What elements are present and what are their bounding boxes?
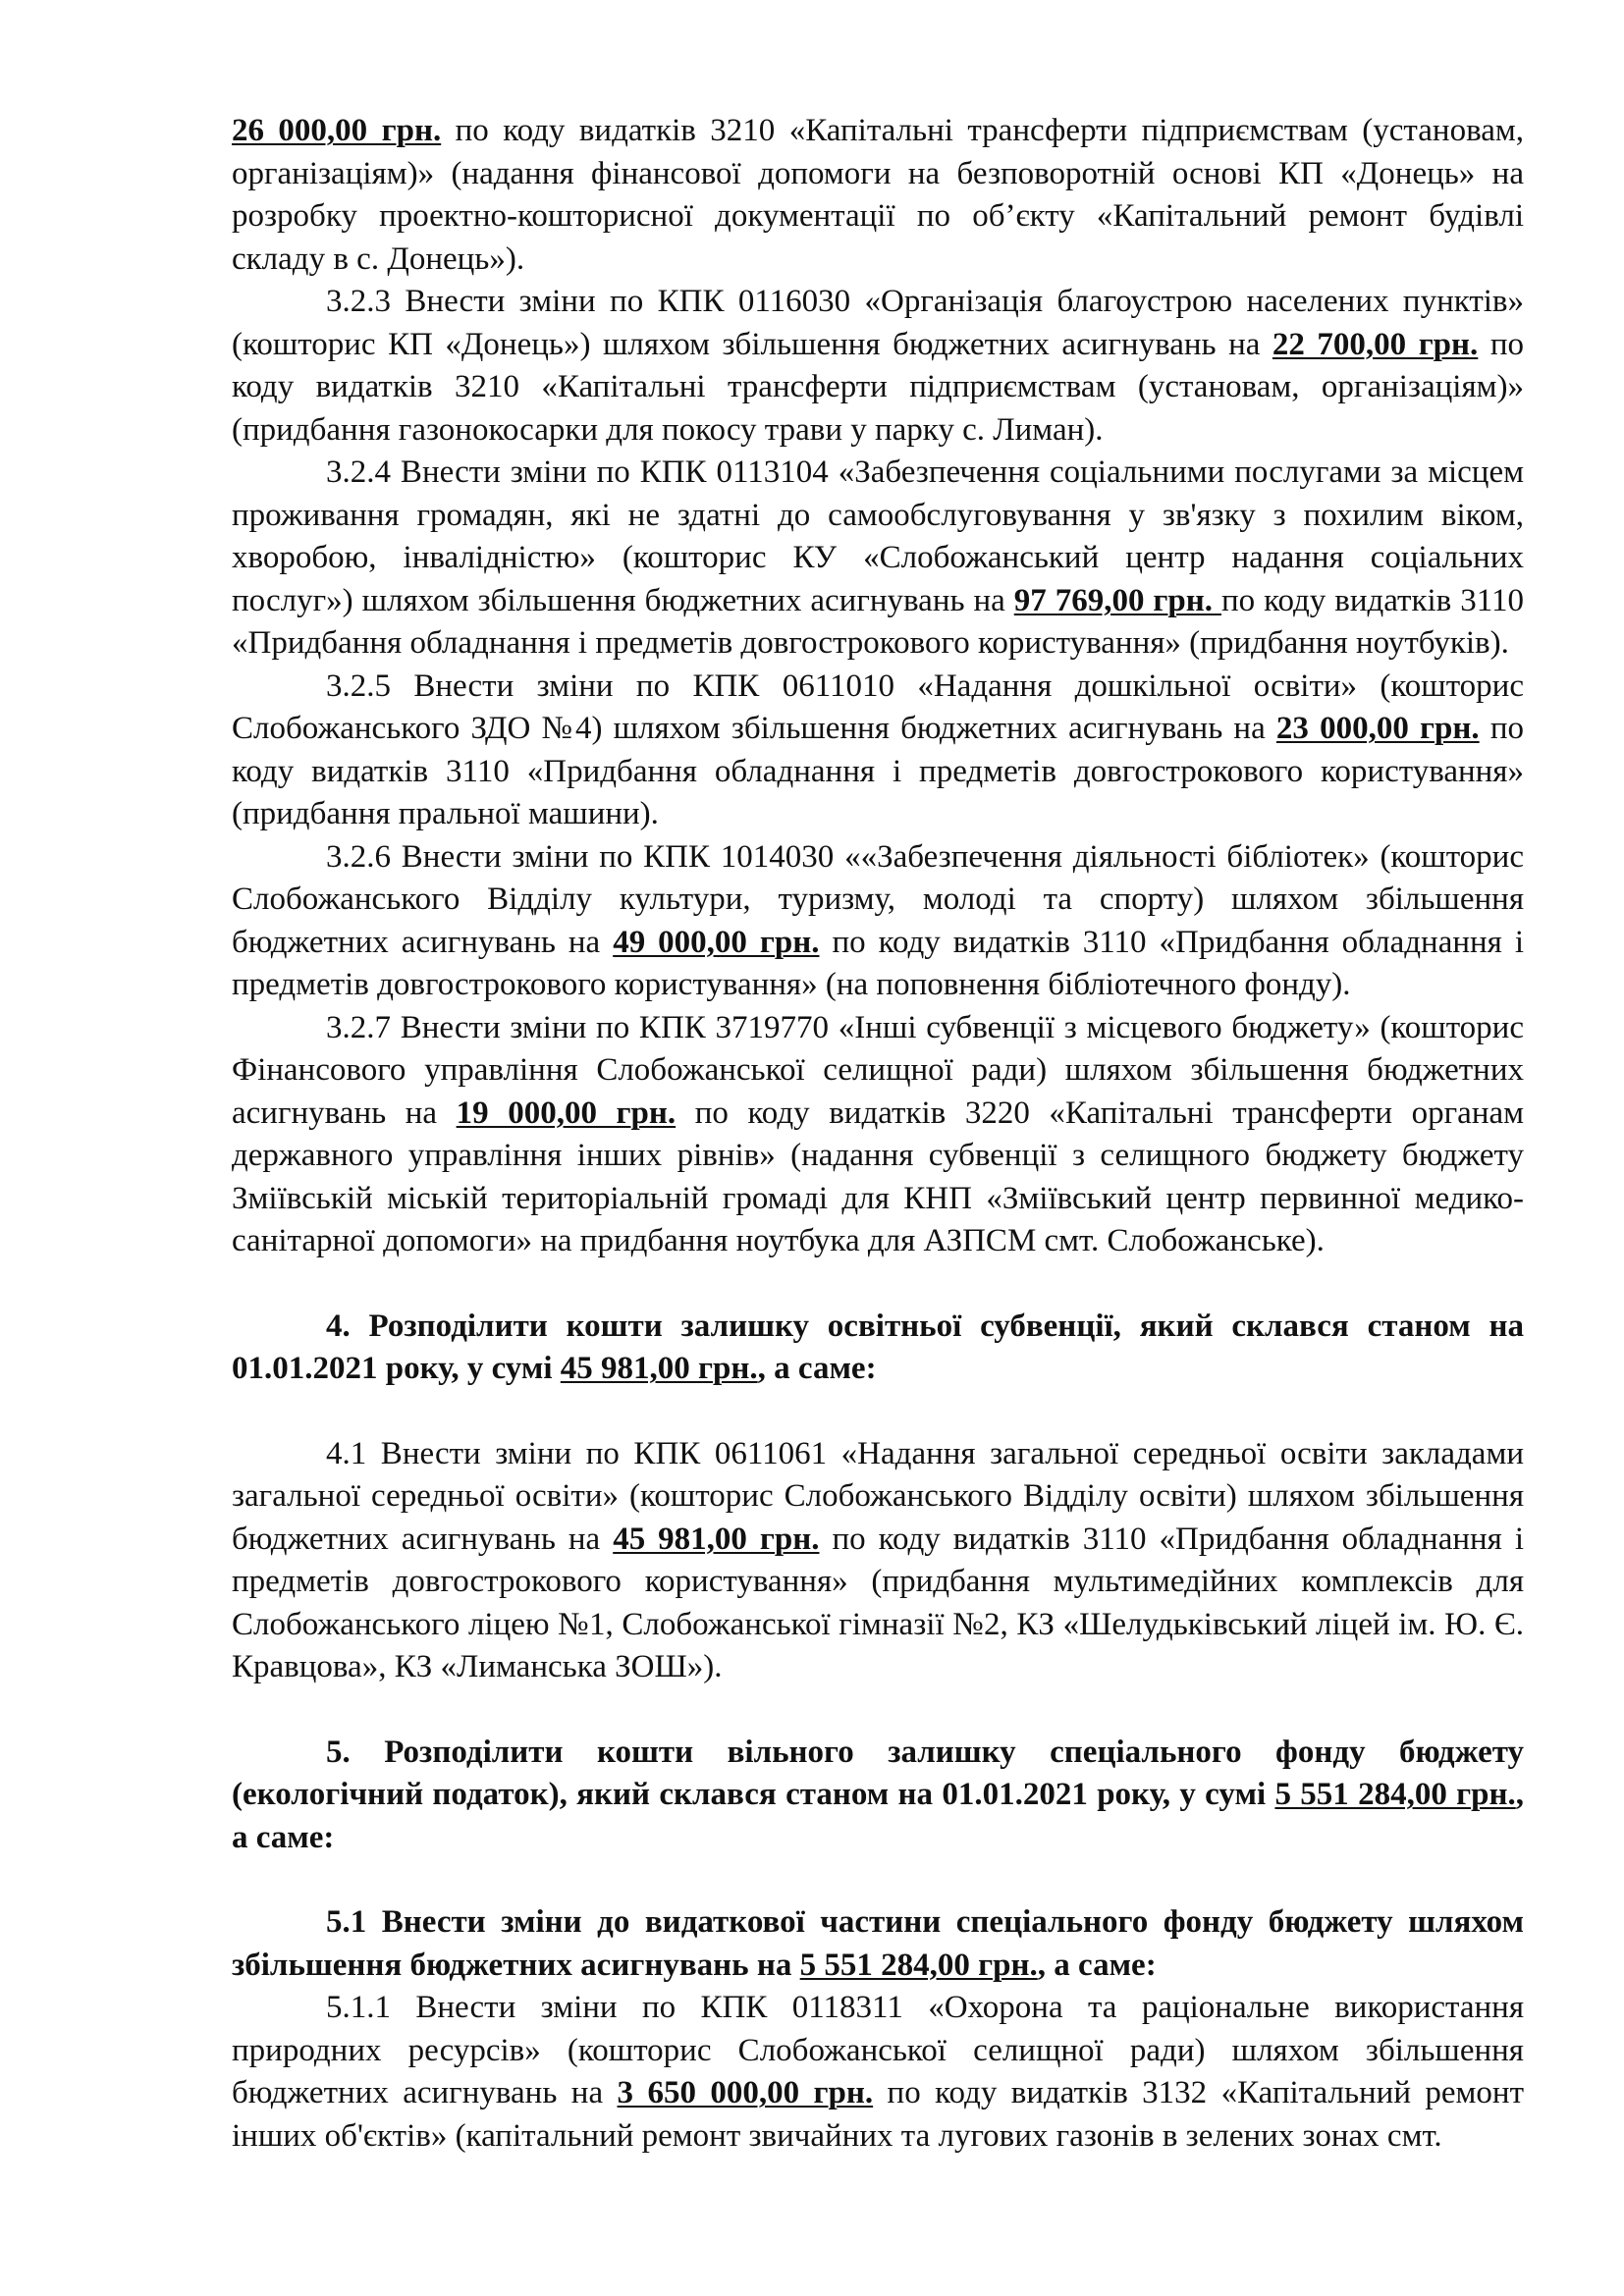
heading-text: 4. Розподілити кошти залишку освітньої субвенції, який склався станом на 01.01.2021 року, у сумі bbox=[232, 1308, 1524, 1386]
amount: 5 551 284,00 грн. bbox=[799, 1947, 1038, 1983]
amount: 23 000,00 грн. bbox=[1275, 711, 1480, 746]
paragraph-3-2-7 bbox=[232, 1007, 1524, 1263]
paragraph-3-2-5 bbox=[232, 666, 1524, 836]
amount: 45 981,00 грн. bbox=[613, 1521, 820, 1557]
paragraph-text: 4.1 Внести зміни по КПК 0611061 «Надання загальної середньої освіти закладами загальної середньої освіти» (кошторис Слобожанського Відділу освіти) шляхом збільшення бюджетних асигнувань на bbox=[232, 1435, 1524, 1557]
paragraph-text: по коду видатків 3210 «Капітальні трансферти підприємствам (установам, організаціям)» (надання фінансової допомоги на безповоротній основі КП «Донець» на розробку проектно-кошторисної документації по об’єкту «Капітальний ремонт будівлі складу в с. Донець»). bbox=[232, 113, 1524, 277]
paragraph-3-2-3 bbox=[232, 281, 1524, 452]
paragraph-text: 3.2.6 Внести зміни по КПК 1014030 ««Забезпечення діяльності бібліотек» (кошторис Слобожанського Відділу культури, туризму, молоді та спорту) шляхом збільшення бюджетних асигнувань на bbox=[232, 838, 1524, 960]
paragraph-4-1 bbox=[232, 1433, 1524, 1689]
section-heading-4 bbox=[232, 1306, 1524, 1391]
heading-text: 5.1 Внести зміни до видаткової частини спеціального фонду бюджету шляхом збільшення бюджетних асигнувань на bbox=[232, 1904, 1524, 1983]
paragraph-text: 3.2.5 Внести зміни по КПК 0611010 «Надання дошкільної освіти» (кошторис Слобожанського ЗДО №4) шляхом збільшення бюджетних асигнувань на bbox=[232, 667, 1524, 746]
paragraph-3-2-6 bbox=[232, 836, 1524, 1007]
heading-text: 5. Розподілити кошти вільного залишку спеціального фонду бюджету (екологічний податок), який склався станом на 01.01.2021 року, у сумі bbox=[232, 1734, 1524, 1812]
paragraph-3-2-2-continuation bbox=[232, 110, 1524, 281]
document-page bbox=[232, 110, 1524, 2158]
paragraph-text: по коду видатків 3210 «Капітальні трансферти підприємствам (установам, організаціям)» (придбання газонокосарки для покосу трави у парку с. Лиман). bbox=[232, 326, 1524, 448]
amount: 19 000,00 грн. bbox=[456, 1095, 677, 1131]
paragraph-5-1-1 bbox=[232, 1987, 1524, 2158]
paragraph-text: 3.2.4 Внести зміни по КПК 0113104 «Забезпечення соціальними послугами за місцем проживання громадян, які не здатні до самообслуговування у зв'язку з похилим віком, хворобою, інвалідністю» (кошторис КУ «Слобожанський центр надання соціальних послуг») шляхом збільшення бюджетних асигнувань на bbox=[232, 454, 1524, 618]
paragraph-text: 3.2.7 Внести зміни по КПК 3719770 «Інші субвенції з місцевого бюджету» (кошторис Фінансового управління Слобожанської селищної ради) шляхом збільшення бюджетних асигнувань на bbox=[232, 1009, 1524, 1131]
amount: 3 650 000,00 грн. bbox=[617, 2075, 874, 2110]
amount: 22 700,00 грн. bbox=[1272, 326, 1479, 362]
paragraph-text: по коду видатків 3110 «Придбання обладнання і предметів довгострокового користування» (придбання ноутбуків). bbox=[232, 582, 1524, 661]
paragraph-text: 3.2.3 Внести зміни по КПК 0116030 «Організація благоустрою населених пунктів» (кошторис КП «Донець») шляхом збільшення бюджетних асигнувань на bbox=[232, 284, 1524, 362]
paragraph-text: 5.1.1 Внести зміни по КПК 0118311 «Охорона та раціональне використання природних ресурсів» (кошторис Слобожанської селищної ради) шляхом збільшення бюджетних асигнувань на bbox=[232, 1990, 1524, 2110]
heading-text: , а саме: bbox=[232, 1777, 1524, 1855]
amount: 5 551 284,00 грн. bbox=[1274, 1777, 1516, 1812]
section-heading-5-1 bbox=[232, 1901, 1524, 1987]
paragraph-text: по коду видатків 3110 «Придбання обладнання і предметів довгострокового користування» (придбання пральної машини). bbox=[232, 711, 1524, 831]
heading-text: , а саме: bbox=[757, 1351, 877, 1386]
amount: 49 000,00 грн. bbox=[613, 924, 820, 960]
paragraph-text: по коду видатків 3110 «Придбання обладнання і предметів довгострокового користування» (придбання мультимедійних комплексів для Слобожанського ліцею №1, Слобожанської гімназії №2, КЗ «Шелудьківський ліцей ім. Ю. Є. Кравцова», КЗ «Лиманська ЗОШ»). bbox=[232, 1521, 1524, 1684]
amount: 97 769,00 грн. bbox=[1013, 582, 1221, 618]
amount: 26 000,00 грн. bbox=[232, 113, 442, 148]
amount: 45 981,00 грн. bbox=[560, 1351, 758, 1386]
paragraph-text: по коду видатків 3132 «Капітальний ремонт інших об'єктів» (капітальний ремонт звичайних та лугових газонів в зелених зонах смт. bbox=[232, 2075, 1525, 2154]
section-heading-5 bbox=[232, 1732, 1524, 1860]
paragraph-text: по коду видатків 3110 «Придбання обладнання і предметів довгострокового користування» (на поповнення бібліотечного фонду). bbox=[232, 924, 1524, 1002]
heading-text: , а саме: bbox=[1037, 1947, 1157, 1983]
paragraph-3-2-4 bbox=[232, 452, 1524, 666]
paragraph-text: по коду видатків 3220 «Капітальні трансферти органам державного управління інших рівнів» (надання субвенції з селищного бюджету бюджету Зміївській міській територіальній громаді для КНП «Зміївський центр первинної медико-санітарної допомоги» на придбання ноутбука для АЗПСМ смт. Слобожанське). bbox=[232, 1095, 1525, 1258]
